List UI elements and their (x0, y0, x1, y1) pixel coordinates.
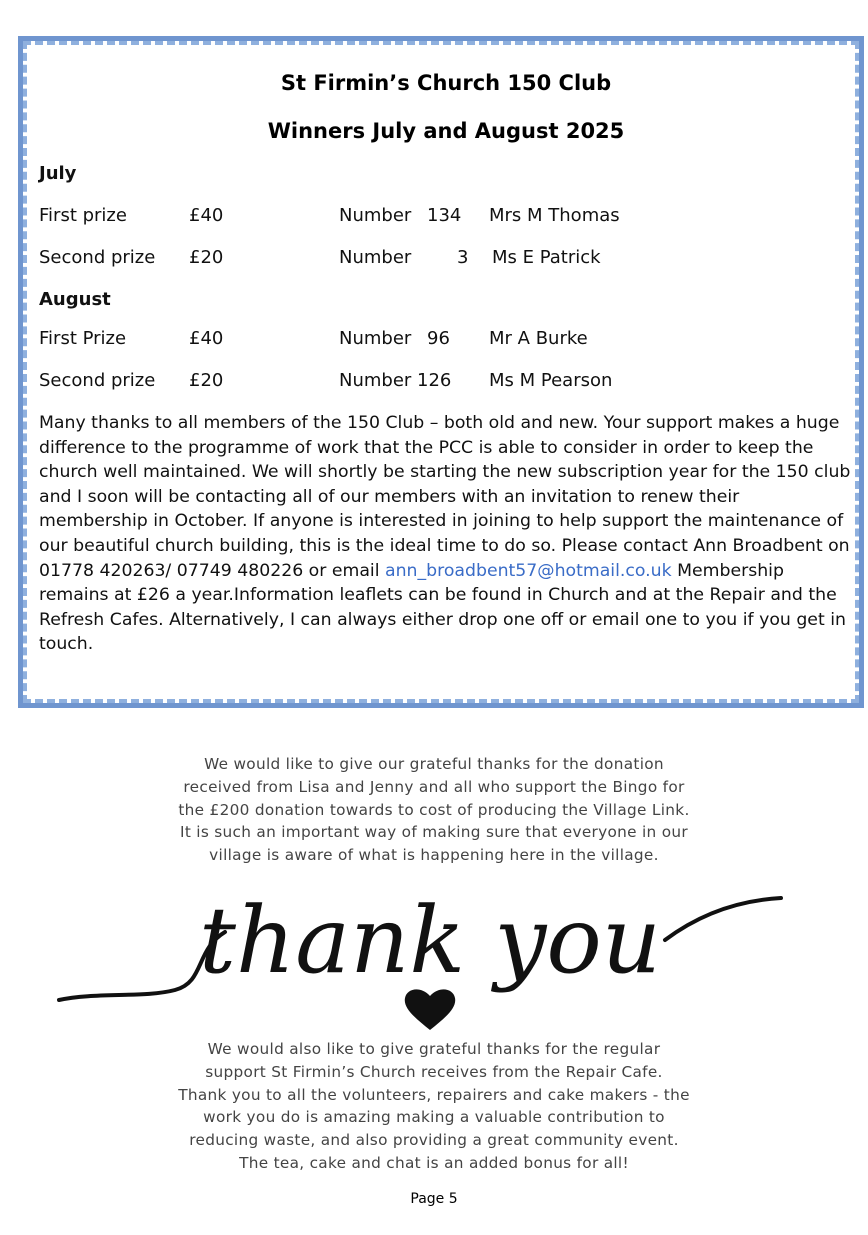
text-line: The tea, cake and chat is an added bonus for all! (239, 1153, 629, 1172)
club-title: St Firmin’s Church 150 Club (280, 71, 612, 95)
thank-you-script-graphic (55, 880, 785, 1035)
text-line: It is such an important way of making sure that everyone in our (180, 823, 688, 842)
winner-name: Mrs M Thomas (489, 205, 620, 226)
prize-label: Second prize (39, 370, 156, 391)
prize-label: Second prize (39, 247, 156, 268)
text-line: received from Lisa and Jenny and all who support the Bingo for (183, 777, 685, 796)
text-line: work you do is amazing making a valuable contribution to (203, 1108, 665, 1127)
club-subtitle: Winners July and August 2025 (267, 119, 625, 143)
winning-number: 3 (457, 247, 469, 268)
text-line: We would like to give our grateful thanks for the donation (204, 755, 664, 773)
month-heading-august: August (39, 289, 111, 310)
page-number: Page 5 (410, 1191, 458, 1207)
number-label: Number (339, 247, 412, 268)
paragraph-text-continued: Membership remains at £26 a year.Information leaflets can be found in Church and at the Repair and the Refresh Cafes. Alternatively, I can always either drop one off or email one to you if you get in touch. (39, 560, 846, 655)
winner-name: Ms M Pearson (489, 370, 613, 391)
club-frame (18, 36, 864, 708)
repair-cafe-thanks-text (0, 1038, 868, 1175)
prize-amount: £20 (189, 370, 224, 391)
prize-amount: £40 (189, 328, 224, 349)
paragraph-text: Many thanks to all members of the 150 Club – both old and new. Your support makes a huge difference to the programme of work that the PCC is able to consider in order to keep the church well maintained. We will shortly be starting the new subscription year for the 150 club and I soon will be contacting all of our members with an invitation to renew their membership in October. If anyone is interested in joining to help support the maintenance of our beautiful church building, this is the ideal time to do so. Please contact Ann Broadbent on 01778 420263/ 07749 480226 or email (39, 413, 851, 581)
winner-name: Ms E Patrick (492, 247, 601, 268)
prize-label: First Prize (39, 328, 127, 349)
number-label: Number (339, 370, 412, 391)
number-label: Number (339, 328, 412, 349)
winning-number: 96 (427, 328, 450, 349)
bingo-thanks-text (0, 753, 868, 867)
text-line: Thank you to all the volunteers, repairers and cake makers - the (178, 1085, 690, 1104)
script-text: thank you (199, 887, 661, 994)
month-heading-july: July (39, 163, 77, 184)
club-paragraph (39, 411, 851, 657)
prize-amount: £40 (189, 205, 224, 226)
text-line: We would also like to give grateful thanks for the regular (207, 1040, 661, 1058)
text-line: village is aware of what is happening here in the village. (209, 846, 659, 865)
prize-amount: £20 (189, 247, 224, 268)
text-line: the £200 donation towards to cost of producing the Village Link. (178, 800, 690, 819)
heart-icon (405, 989, 455, 1030)
winning-number: 134 (427, 205, 462, 226)
prize-label: First prize (39, 205, 127, 226)
text-line: support St Firmin’s Church receives from the Repair Cafe. (205, 1062, 663, 1081)
winner-name: Mr A Burke (489, 328, 588, 349)
number-label: Number (339, 205, 412, 226)
email-link[interactable]: ann_broadbent57@hotmail.co.uk (385, 560, 672, 581)
winning-number: 126 (417, 370, 452, 391)
text-line: reducing waste, and also providing a great community event. (189, 1131, 679, 1150)
